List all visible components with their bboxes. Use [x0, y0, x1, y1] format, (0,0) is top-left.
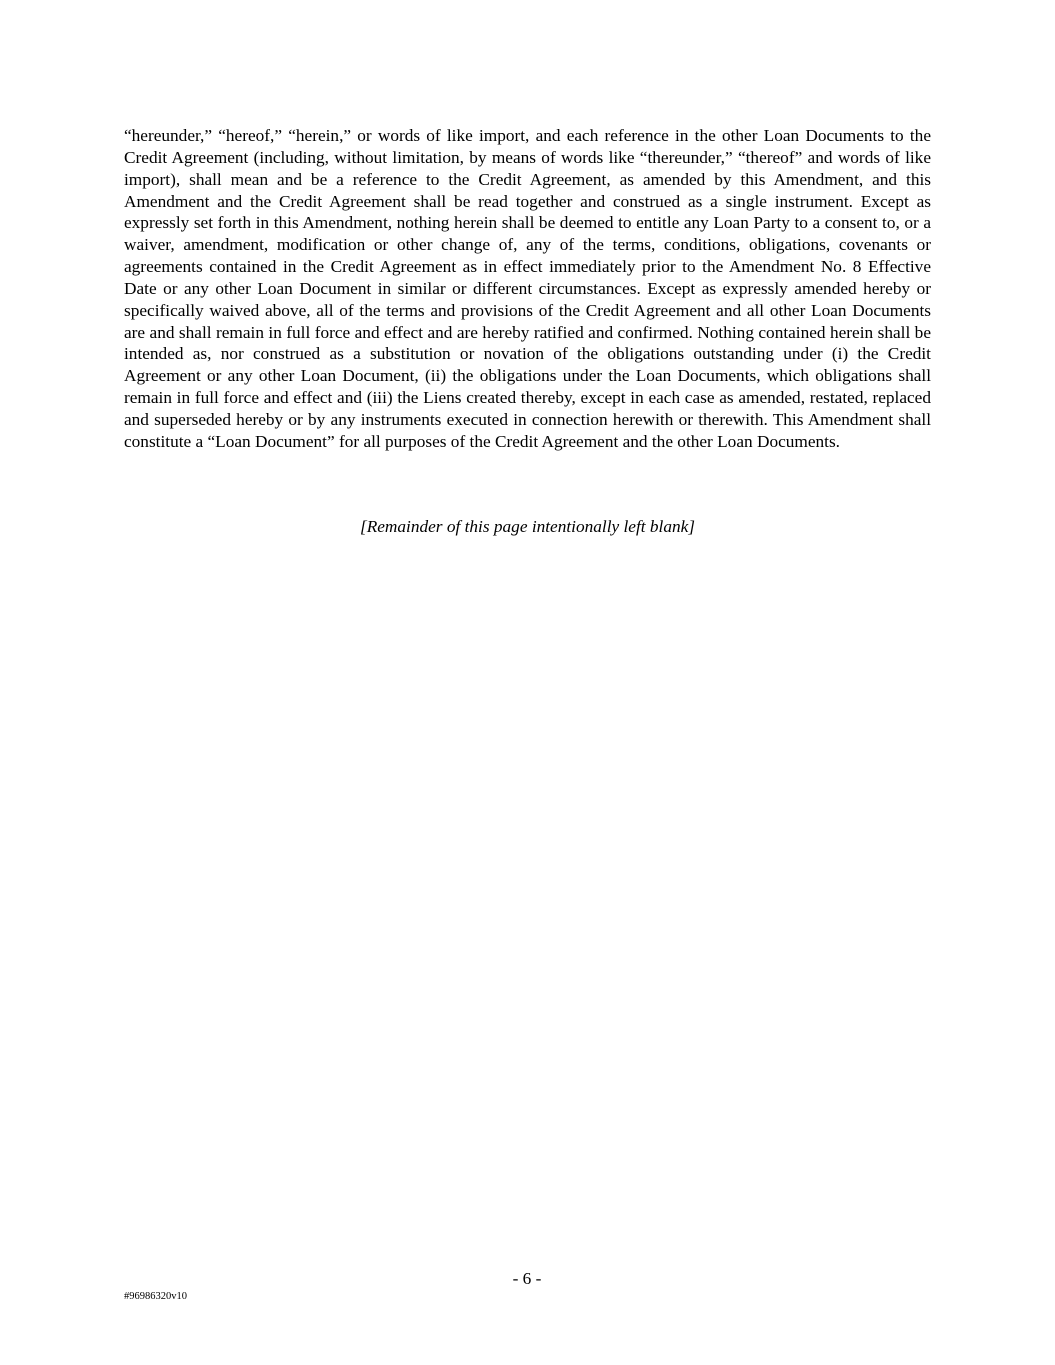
document-id: #96986320v10 — [124, 1291, 187, 1302]
page-number: - 6 - — [512, 1269, 542, 1288]
body-paragraph: “hereunder,” “hereof,” “herein,” or words of like import, and each reference in the other Loan Documents to the Credit Agreement (including, without limitation, by means of words like “thereunder,” “thereof” and words of like import), shall mean and be a reference to the Credit Agreement, as amended by this Amendment, and this Amendment and the Credit Agreement shall be read together and construed as a single instrument. Except as expressly set forth in this Amendment, nothing herein shall be deemed to entitle any Loan Party to a consent to, or a waiver, amendment, modification or other change of, any of the terms, conditions, obligations, covenants or agreements contained in the Credit Agreement as in effect immediately prior to the Amendment No. 8 Effective Date or any other Loan Document in similar or different circumstances. Except as expressly amended hereby or specifically waived above, all of the terms and provisions of the Credit Agreement and all other Loan Documents are and shall remain in full force and effect and are hereby ratified and confirmed. Nothing contained herein shall be intended as, nor construed as a substitution or novation of the obligations outstanding under (i) the Credit Agreement or any other Loan Document, (ii) the obligations under the Loan Documents, which obligations shall remain in full force and effect and (iii) the Liens created thereby, except in each case as amended, restated, replaced and superseded hereby or by any instruments executed in connection herewith or therewith. This Amendment shall constitute a “Loan Document” for all purposes of the Credit Agreement and the other Loan Documents. — [124, 126, 931, 451]
remainder-note: [Remainder of this page intentionally left blank] — [359, 517, 696, 536]
